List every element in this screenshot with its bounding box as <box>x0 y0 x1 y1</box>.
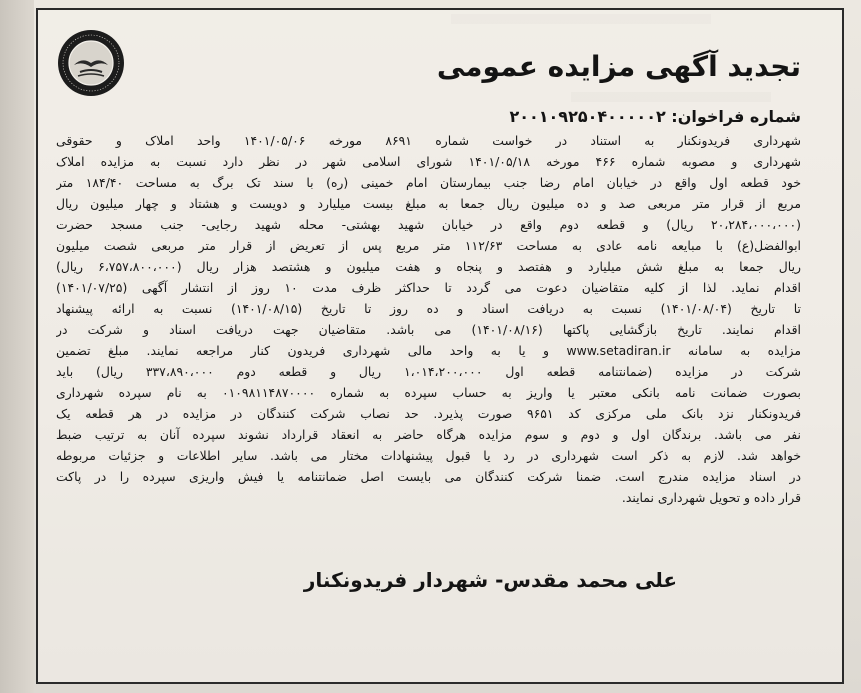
notice-body <box>56 130 801 508</box>
body-line: تا تاریخ (۱۴۰۱/۰۸/۰۴) نسبت به دریافت اسناد و ده روز تا تاریخ (۱۴۰۱/۰۸/۱۵) نسبت به ارائه پیشنهاد <box>56 301 801 316</box>
body-line: ریال جمعا به مبلغ شش میلیارد و هفتصد و پنجاه و هفت میلیون و هشتصد هزار ریال (۶،۷۵۷،۸۰۰،۰۰۰ ریال) <box>56 259 801 274</box>
body-line: مربع از قرار متر مربعی صد و ده میلیون ریال جمعا به مبلغ بیست میلیارد و دویست و هشتاد و چهار میلیون ریال <box>56 196 801 211</box>
body-line: قرار داده و تحویل شهرداری نمایند. <box>621 490 801 505</box>
seal-emblem <box>58 30 124 96</box>
body-line: در اسناد مزایده مندرج است. ضمنا شرکت کنندگان می بایست اصل ضمانتنامه یا فیش واریزی سپرده را در پاکت <box>56 469 801 484</box>
body-line: شهرداری و مصوبه شماره ۴۶۶ مورخه ۱۴۰۱/۰۵/۱۸ شورای اسلامی شهر در نظر دارد نسبت به مزایده املاک <box>56 154 801 169</box>
body-line: اقدام نماید. لذا از کلیه متقاضیان دعوت می گردد تا حداکثر ظرف مدت ۱۰ روز از انتشار آگهی (۱۴۰۱/۰۷/۲۵) <box>56 280 801 295</box>
body-line: (۲۰،۲۸۴،۰۰۰،۰۰۰ ریال) و قطعه دوم واقع در خیابان شهید بهشتی- محله شهید رجایی- جنب مسجد حضرت <box>56 217 801 232</box>
signature-line: علی محمد مقدس- شهردار فریدونکنار <box>303 568 678 592</box>
body-line: ابوالفضل(ع) با مبایعه نامه عادی به مساحت ۱۱۲/۶۳ متر مربع پس از تعریض از قرار متر مربعی شصت میلیون <box>56 238 801 253</box>
body-line: خواهد شد. لازم به ذکر است شهرداری در رد یا قبول پیشنهادات مختار می باشد. سایر اطلاعات و جزئیات مربوطه <box>56 448 801 463</box>
body-line: شرکت در مزایده (ضمانتنامه قطعه اول ۱،۰۱۴،۲۰۰،۰۰۰ ریال و قطعه دوم ۳۳۷،۸۹۰،۰۰۰ ریال) باید <box>56 364 801 379</box>
body-line: اقدام نمایند. تاریخ بازگشایی پاکتها (۱۴۰۱/۰۸/۱۶) می باشد. متقاضیان جهت دریافت اسناد و شرکت در <box>56 322 801 337</box>
body-line: مزایده به سامانه www.setadiran.ir و یا به واحد مالی شهرداری فریدون کنار مراجعه نمایند. مبلغ تضمین <box>56 343 801 358</box>
call-number: شماره فراخوان: ۲۰۰۱۰۹۲۵۰۴۰۰۰۰۰۲ <box>509 107 801 126</box>
body-line: خود قطعه اول واقع در خیابان امام رضا جنب بیمارستان امام خمینی (ره) با سند تک برگ به مساحت ۱۸۴/۴۰ متر <box>56 175 801 190</box>
body-line: شهرداری فریدونکنار به استناد در خواست شماره ۸۶۹۱ مورخه ۱۴۰۱/۰۵/۰۶ واحد املاک و حقوقی <box>56 133 801 148</box>
body-line: فریدونکنار نزد بانک ملی مرکزی کد ۹۶۵۱ صورت پذیرد. حد نصاب شرکت کنندگان در مزایده در هر قطعه یک <box>56 406 801 421</box>
notice-title: تجدید آگهی مزایده عمومی <box>436 50 801 83</box>
municipality-seal-icon <box>58 30 124 96</box>
body-line: بصورت ضمانت نامه بانکی معتبر یا واریز به حساب سپرده به شماره ۰۱۰۹۸۱۱۴۸۷۰۰۰۰ به نام سپرده شهرداری <box>56 385 801 400</box>
body-line: نفر می باشد. برندگان اول و دوم و سوم مزایده هرگاه حاضر به انعقاد قرارداد نشوند سپرده آنان به ترتیب ضبط <box>56 427 801 442</box>
